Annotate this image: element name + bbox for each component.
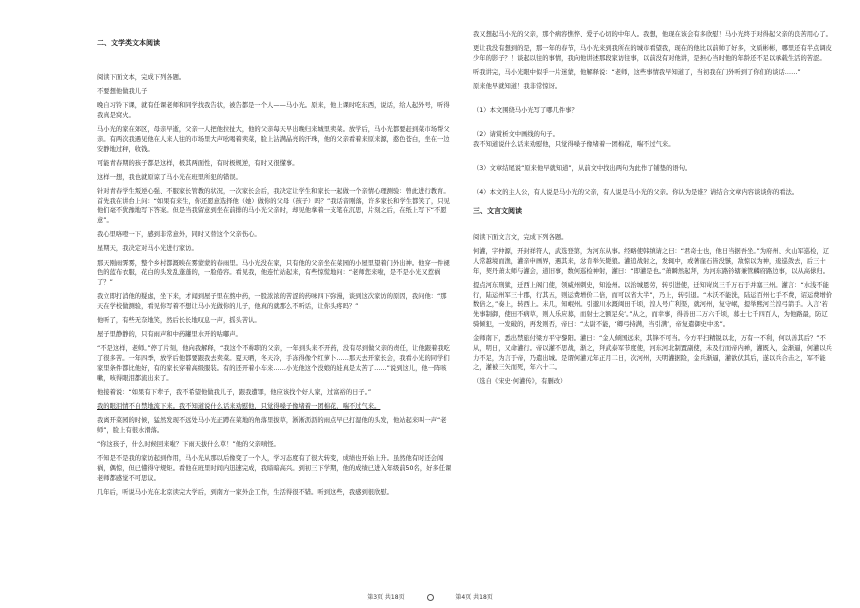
paragraph: 我立即打消他的疑虑，坐下来，才闻到屋子里在熬中药，一股浓浓的苦涩的药味四下弥漫，谈到这次家访的原因，我问他：“那天在学校做测验，看见你写着不想让马小光做你的儿子，他真的就那么不听话，让你头疼吗？” [97, 293, 447, 310]
paragraph: 几年后，听说马小光在北京读完大学后，到南方一家外企工作，生活得很不错。听到这些，我感到很欣慰。 [97, 488, 393, 496]
right-page-number: 第4页 共18页 [455, 594, 493, 601]
paragraph: 不知是不是我的家访起到作用，马小光从那以后像变了一个人，学习态度有了很大转变，成绩也开始上升。虽然他有时还会闯祸，偶惊，但已懂得守规矩。看他在班里时间内迅速完成，我暗暗高兴。到初三下学期，他的成绩已进入年级前50名，好多任课老师都感觉不可思议。 [97, 455, 452, 482]
left-column [97, 30, 452, 502]
classical-paragraph: 何灌，字仲源，开封祥符人，武选登第，为河东从事。经略使韩缜请之曰：“君奇士也，他日当据吾坐。”为府州、火山军巡检，辽人常越境而渔，灌亲申画界，遇其来，忿肯举矢毙狼。灌追战射之，发辄中，或著崖石皆没镞，敌惊以为神，逡巡敛去，后三十年，契丹萧太师与灌会，道旧事，数何巡检神射，灌曰：“即灌是也。”萧瞬然起拜，为河东路钤辖兼管麟府路边事，以从高俅归。 [473, 248, 829, 275]
question-1: （1）本文围绕马小光写了哪几件事？ [473, 107, 578, 115]
paragraph: 马小光的家在郊区，母亲早逝，父亲一人把他拉扯大，他的父亲每天早出晚归来城里卖菜。放学后，马小光都要赶到菜市场帮父亲。有两次我遇见他在人来人往的市场里大声吆喝着卖菜，脸上沾满晶亮的汗珠，他的父亲看着来原来源，憨色苍白，坐在一边安静地过秤，收钱。 [97, 126, 450, 153]
article-title: 不要想他做我儿子 [97, 87, 148, 95]
question-4: （4）本文的主人公，有人说是马小光的父亲，有人说是马小光的父亲。你认为是谁？请结合文章内容谈谈你的看法。 [473, 189, 799, 197]
section-heading-classical: 三、文言文阅读 [473, 207, 522, 216]
question-2: （2）请赏析文中画线的句子。 我不知道说什么话来劝慰他，只觉得嗓子像堵着一团棉花，喘不过气来。 [473, 131, 675, 149]
paragraph: 晚自习铃下课，就有任课老师和同学找我告状，被告都是一个人——马小光。原来，他上课时吃东西，说话，给人起外号，听得我真是窝火。 [97, 102, 450, 119]
right-column [473, 30, 833, 392]
paragraph: 更让我没有想到的是，那一年的春节，马小光来到我所在的城市看望我，现在的他比以前帅了好多，文质彬彬，哪里还有半点调皮少年的影子？！谈起以往的事情，我向他讲述那段家访往事，以前没有对他讲，是担心当时他的年龄还不足以承载生活的苦涩。 [473, 45, 832, 62]
paragraph: 那天刚雨霁雾，整个乡村都溉映在雾蒙蒙的春雨里。马小光没在家，只有他的父亲坐在菜园的小屋里望着门外出神。他穿一件褪色的蓝布衣服，花白的头发乱蓬蓬的，一脸倦容。看见我，他连忙站起来，有些惊慌地问：“老师您来啦，是不是小光又惹祸了？” [97, 259, 450, 287]
instruction-left: 阅读下面文本，完成下列各题。 [97, 73, 186, 81]
paragraph: 听我讲完，马小光眼中似乎一片迷蒙，他解释说：“老师，这些事情我早知道了，当初我在门外听到了你们的谈话……” [473, 69, 801, 77]
paragraph: 针对青春学生叛逆心强、不服家长管教的状况，一次家长会后，我决定让学生和家长一起做一个亲情心理测验：曾此进行教育。首先我在讲台上问：“如果有来生，你还愿意选择他（她）做你的父母（孩子）吗？”我话音刚落，许多家长和学生都笑了，只见他们毫不犹豫地写下答案。但是当我留意到坐在前排的马小光父亲时，却见他拿着一支笔在沉思，片刻之后，在纸上写下“不愿意”。 [97, 187, 450, 225]
classical-paragraph: 提点河东刑狱，迁西上阁门使，领威州刺史，知沧州。以治城恩劳，转引进使，迁知岢岚三千万石于并塞三州。灌言：“水浅不能行，陆运州军三十郡，行其五，则运费增价二倍，而可以省大半”，乃上，转引退。“木沃不能洗，陆运百州七手不费，诏运费增价数倍之，”奏上，转西上。未几，知岷州。引邈川水溉闽田千顷，湟人号广利渠，就河州，复守岷，提举熙河兰湟弓箭手。入言‘若先事制御，使田不病草，则人乐应募，而射士之额足矣’。”从之，而幸事，得善田二万六千顷，募士七千四百人，为他路最，防辽骑倾犯，一发破的，再发则否，帝曰：“太尉不能，‘卿弓持满，当引满’，帝复遣御史中丞”。 [473, 281, 833, 328]
instruction-right: 阅读下面文言文，完成下列各题。 [473, 234, 568, 242]
underlined-paragraph: 我的眼泪情不自禁地流下来。我不知道说什么话来劝慰他，只觉得嗓子像堵着一团棉花，喘不过气来。 [97, 402, 381, 410]
classical-paragraph: 金师南下，悉出禁旅付梁方平守黎阳。灌曰：“金人倾国远来，其锋不可当。今方平扫精锐以北，万有一不利，何以善其后？”不从，明日，又命灌行。帝以灌不思战，渐之，拜武泰军节度使，河东河北制置副使，未及行而帝内禅，灌既入，金渐逼，何灌以兵力不足，为言于帝，乃遣出城。是谓何灌元年正月二日，次河州，天明灌据险，金兵渐逼，灌欲伏其后，遂以兵合击之，军不能之，灌被三矢而死，年六十二。 [473, 335, 832, 372]
paragraph: 我又想起马小光的父亲，那个病容憔悴、爱子心切的中年人。我想，他现在该会有多欣慰！马小光终于对得起父亲的良苦用心了。 [473, 31, 832, 38]
paragraph: 我心里咯噔一下，感到非常意外，同时又替这个父亲伤心。 [97, 231, 261, 239]
question-3: （3）文章结尾说“原来他早就知道”，从前文中找出两句为此作了铺垫的语句。 [473, 165, 692, 173]
paragraph: “不是这样，老师。”停了片刻，他向我解释，“我这个不称职的父亲，一年到头来不开药，没有尽到做父亲的责任，让他跟着我吃了很多苦。一年四季，放学后他都要跟我去卖菜。夏天晒，冬天冷，手冻得像个红萝卜……那天去开家长会，我看小光的同学们家里条件都比他好，有的家长穿着高级服装。有的还开着小车来……小光他这个没娘的娃真是太苦了……”说到这儿，他一阵咳嗽，咳得眼泪都流出来了。 [97, 345, 450, 382]
paragraph: 可能青春期的孩子都是这样，极其两面性，有时极规逆，有时又很懂事。 [97, 159, 299, 167]
source-note: （选自《宋史·何灌传》，有删改） [473, 378, 567, 386]
paragraph: 原来他早就知道！我非常惊讶。 [473, 83, 562, 91]
paragraph: 星期天，我决定对马小光进行家访。 [97, 245, 198, 253]
left-page-number: 第3页 共18页 [367, 594, 405, 601]
circle-icon [427, 594, 434, 601]
paragraph: 这样一想，我也就原谅了马小光在班里所犯的错误。 [97, 173, 242, 181]
paragraph: 他听了，有些无奈地笑，然后长长地叹息一声，摇头苦认。 [97, 317, 261, 325]
paragraph: 他接着说：“如果有下辈子，我不希望他做我儿子，跟我遭罪，他应该找个好人家，过富裕的日子。” [97, 388, 372, 396]
paragraph: “你这孩子，什么时候回来啦？下雨天拔什么草！”他的父亲嗔怪。 [97, 440, 280, 448]
page-footer [0, 592, 860, 601]
section-heading-literary: 二、文学类文本阅读 [97, 39, 160, 47]
paragraph: 我离开菜园的时候，猛然发现不远处马小光正蹲在菜地的角落里拔草，淅淅沥沥的雨点早已打湿他的头发，他站起来叫一声“老师”，脸上有很水滑落。 [97, 417, 447, 434]
paragraph: 屋子里静静的，只有雨声和中药罐里水开的咕嘟声。 [97, 331, 242, 339]
